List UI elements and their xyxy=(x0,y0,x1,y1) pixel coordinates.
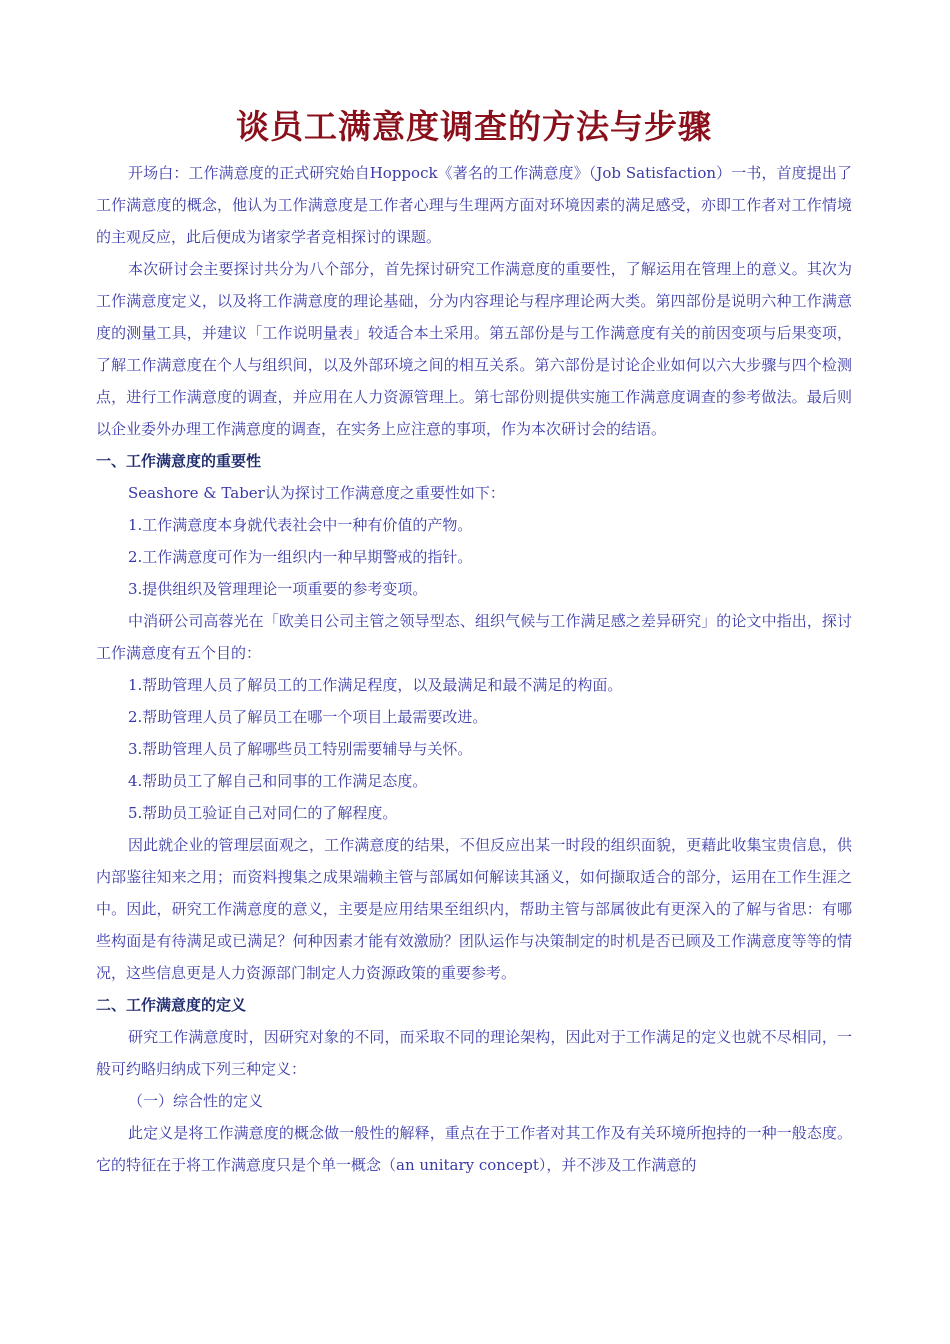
list-item: 1.工作满意度本身就代表社会中一种有价值的产物。 xyxy=(128,516,473,534)
section-heading-importance: 一、工作满意度的重要性 xyxy=(96,452,262,470)
list-item: 1.帮助管理人员了解员工的工作满足程度，以及最满足和最不满足的构面。 xyxy=(128,676,623,694)
section-heading-definition: 二、工作满意度的定义 xyxy=(96,996,247,1014)
importance-lead: Seashore & Taber认为探讨工作满意度之重要性如下： xyxy=(128,484,505,502)
document-body xyxy=(96,157,852,1181)
list-item: 2.帮助管理人员了解员工在哪一个项目上最需要改进。 xyxy=(128,708,488,726)
intro-paragraph: 开场白：工作满意度的正式研究始自Hoppock《著名的工作满意度》（Job Satisfaction）一书，首度提出了工作满意度的概念，他认为工作满意度是工作者心理与生理两方面对环境因素的满足感受，亦即工作者对工作情境的主观反应，此后便成为诸家学者竞相探讨的课题。 xyxy=(96,164,852,246)
importance-conclusion: 因此就企业的管理层面观之，工作满意度的结果，不但反应出某一时段的组织面貌，更藉此收集宝贵信息，供内部鉴往知来之用；而资料搜集之成果端赖主管与部属如何解读其涵义，如何撷取适合的部分，运用在工作生涯之中。因此，研究工作满意度的意义，主要是应用结果至组织内，帮助主管与部属彼此有更深入的了解与省思：有哪些构面是有待满足或已满足？何种因素才能有效激励？团队运作与决策制定的时机是否已顾及工作满意度等等的情况，这些信息更是人力资源部门制定人力资源政策的重要参考。 xyxy=(96,836,852,982)
subheading-comprehensive: （一）综合性的定义 xyxy=(128,1092,264,1110)
overview-paragraph: 本次研讨会主要探讨共分为八个部分，首先探讨研究工作满意度的重要性，了解运用在管理上的意义。其次为工作满意度定义，以及将工作满意度的理论基础，分为内容理论与程序理论两大类。第四部份是说明六种工作满意度的测量工具，并建议「工作说明量表」较适合本土采用。第五部份是与工作满意度有关的前因变项与后果变项，了解工作满意度在个人与组织间，以及外部环境之间的相互关系。第六部份是讨论企业如何以六大步骤与四个检测点，进行工作满意度的调查，并应用在人力资源管理上。第七部份则提供实施工作满意度调查的参考做法。最后则以企业委外办理工作满意度的调查，在实务上应注意的事项，作为本次研讨会的结语。 xyxy=(96,260,852,438)
document-page xyxy=(96,0,852,1181)
purposes-lead: 中消研公司高蓉光在「欧美日公司主管之领导型态、组织气候与工作满足感之差异研究」的论文中指出，探讨工作满意度有五个目的： xyxy=(96,612,852,662)
list-item: 5.帮助员工验证自己对同仁的了解程度。 xyxy=(128,804,398,822)
comprehensive-text: 此定义是将工作满意度的概念做一般性的解释，重点在于工作者对其工作及有关环境所抱持的一种一般态度。它的特征在于将工作满意度只是个单一概念（an unitary concept），并不涉及工作满意的 xyxy=(96,1124,852,1174)
list-item: 3.帮助管理人员了解哪些员工特别需要辅导与关怀。 xyxy=(128,740,473,758)
list-item: 4.帮助员工了解自己和同事的工作满足态度。 xyxy=(128,772,428,790)
list-item: 2.工作满意度可作为一组织内一种早期警戒的指针。 xyxy=(128,548,473,566)
page-title: 谈员工满意度调查的方法与步骤 xyxy=(236,107,712,146)
definition-lead: 研究工作满意度时，因研究对象的不同，而采取不同的理论架构，因此对于工作满足的定义也就不尽相同，一般可约略归纳成下列三种定义： xyxy=(96,1028,852,1078)
list-item: 3.提供组织及管理理论一项重要的参考变项。 xyxy=(128,580,428,598)
